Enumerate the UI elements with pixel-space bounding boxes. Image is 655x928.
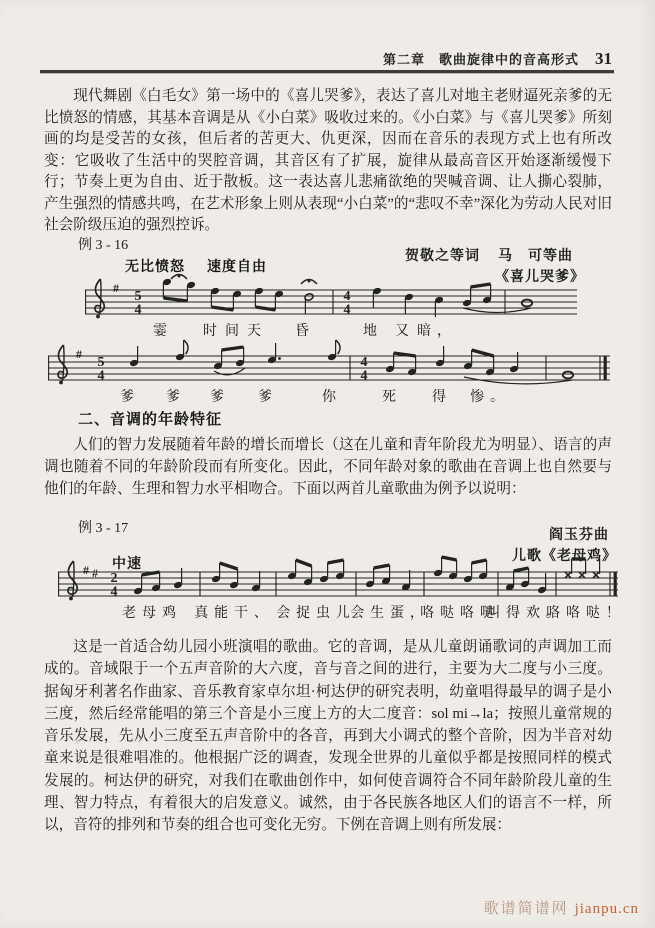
svg-text:4: 4 — [343, 302, 351, 318]
lyric-syllable: 得 — [432, 390, 452, 405]
lyric-syllable: 你 — [322, 390, 342, 405]
svg-text:#: # — [83, 563, 89, 577]
running-head — [44, 49, 612, 69]
example-317-label: 例 3 - 17 — [78, 521, 129, 536]
svg-text:#: # — [76, 347, 82, 361]
svg-text:5: 5 — [134, 289, 142, 304]
lyric-syllable: 爹 — [258, 390, 278, 405]
lyric-syllable: 爹 — [166, 390, 186, 405]
tempo-marking: 速度自由 — [207, 258, 267, 274]
chapter-label: 第二章 — [382, 52, 425, 67]
chapter-title: 歌曲旋律中的音高形式 — [438, 52, 579, 67]
section-heading: 二、音调的年龄特征 — [78, 411, 223, 428]
lyric-syllable: 地 — [363, 324, 383, 339]
lyric-syllable: 咯哒咯哒 — [420, 606, 500, 621]
lyric-syllable: 会捉虫儿 — [276, 606, 356, 621]
lyric-syllable: 昏 — [295, 324, 315, 339]
lyric-syllable: 时 — [203, 324, 223, 339]
svg-text:#: # — [92, 566, 98, 580]
lyric-syllable: 老母鸡 — [122, 606, 182, 621]
example-316-source-title: 《喜儿哭爹》 — [495, 270, 585, 285]
svg-text:4: 4 — [360, 355, 368, 370]
svg-text:5: 5 — [97, 355, 105, 370]
paragraph-baimao-nv: 现代舞剧《白毛女》第一场中的《喜儿哭爹》，表达了喜儿对地主老财逼死亲爹的无比愤怒的情感，其基本音调是从《小白菜》吸收过来的。《小白菜》与《喜儿哭爹》所刻画的均是受苦的女孩，但后者的苦更大、仇更深，因而在音乐的表现方式上也有所改变：它吸收了生活中的哭腔音调，其音区有了扩展，旋律从最高音区开始逐渐缓慢下行；节奏上更为自由、近于散板。这一表达喜儿悲痛欲绝的哭喊音调、让人撕心裂肺，产生强烈的情感共鸣，在艺术形象上则从表现“小白菜”的“悲叹不幸”深化为劳动人民对旧社会阶级压迫的强烈控诉。 — [44, 88, 612, 233]
staff-notation-svg — [48, 332, 610, 388]
svg-text:4: 4 — [134, 302, 142, 318]
svg-text:4: 4 — [97, 368, 105, 384]
example-316-label: 例 3 - 16 — [78, 238, 129, 253]
lyric-syllable: 霎 — [153, 324, 173, 339]
watermark-site-link[interactable]: jianpu.cn — [574, 901, 639, 917]
composer-credit: 马 可等曲 — [498, 249, 573, 264]
lyric-syllable: 爹 — [120, 390, 140, 405]
lyric-syllable: 会生蛋， — [350, 606, 430, 621]
example-317-source-title: 儿歌《老母鸡》 — [512, 549, 617, 564]
watermark — [484, 897, 639, 918]
paragraph-age-intro: 人们的智力发展随着年龄的增长而增长（这在儿童和青年阶段尤为明显）、语言的声调也随着不同的年龄阶段而有所变化。因此，不同年龄对象的歌曲在音调上也自然要与他们的年龄、生理和智力水平相吻合。下面以两首儿童歌曲为例予以说明： — [44, 437, 612, 497]
lyric-syllable: 天 — [247, 324, 267, 339]
page-number: 31 — [595, 49, 612, 68]
lyric-syllable: 暗， — [417, 324, 457, 339]
svg-text:4: 4 — [110, 584, 118, 600]
header-rule — [40, 70, 614, 74]
svg-text:2: 2 — [110, 571, 118, 586]
lyric-syllable: 叫得欢。 — [486, 606, 566, 621]
lyricist-credit: 贺敬之等词 — [405, 249, 480, 264]
staff-notation-svg — [85, 266, 577, 322]
lyric-syllable: 死 — [382, 390, 402, 405]
svg-text:#: # — [113, 281, 119, 295]
example-316-credits — [405, 245, 573, 265]
svg-text:4: 4 — [343, 289, 351, 304]
lyric-syllable: 又 — [395, 324, 415, 339]
music-staff — [58, 548, 626, 628]
lyric-syllable: 咯咯哒！ — [546, 606, 626, 621]
staff-notation-svg — [58, 548, 618, 604]
expression-marking: 无比愤怒 — [125, 258, 185, 274]
lyric-syllable: 惨。 — [470, 390, 510, 405]
lyric-syllable: 真能干、 — [194, 606, 274, 621]
paragraph-kodaly: 这是一首适合幼儿园小班演唱的歌曲。它的音调，是从儿童朗诵歌词的声调加工而成的。音域限于一个五声音阶的大六度，音与音之间的进行，主要为大二度与小三度。据匈牙利著名作曲家、音乐教育家卓尔坦·柯达伊的研究表明，幼童唱得最早的调子是小三度，然后经常能唱的第三个音是小三度上方的大二度音：sol mi→la；按照儿童常规的音乐发展，先从小三度至五声音阶中的各音，再到大小调式的整个音阶，因为半音对幼童来说是很难唱准的。他根据广泛的调查，发现全世界的儿童似乎都是按照同样的模式发展的。柯达伊的研究，对我们在歌曲创作中，如何使音调符合不同年龄阶段儿童的生理、智力特点，有着很大的启发意义。诚然，由于各民族各地区人们的语言不一样，所以，音符的排列和节奏的组合也可变化无穷。下例在音调上则有所发展： — [44, 639, 612, 834]
music-staff — [48, 332, 610, 412]
lyric-syllable: 间 — [225, 324, 245, 339]
example-317-composer-credit: 阎玉芬曲 — [549, 528, 609, 543]
svg-text:4: 4 — [360, 368, 368, 384]
example-317-tempo-marking: 中速 — [112, 555, 142, 571]
lyric-syllable: 爹 — [210, 390, 230, 405]
watermark-site-name: 歌谱简谱网 — [483, 901, 569, 917]
